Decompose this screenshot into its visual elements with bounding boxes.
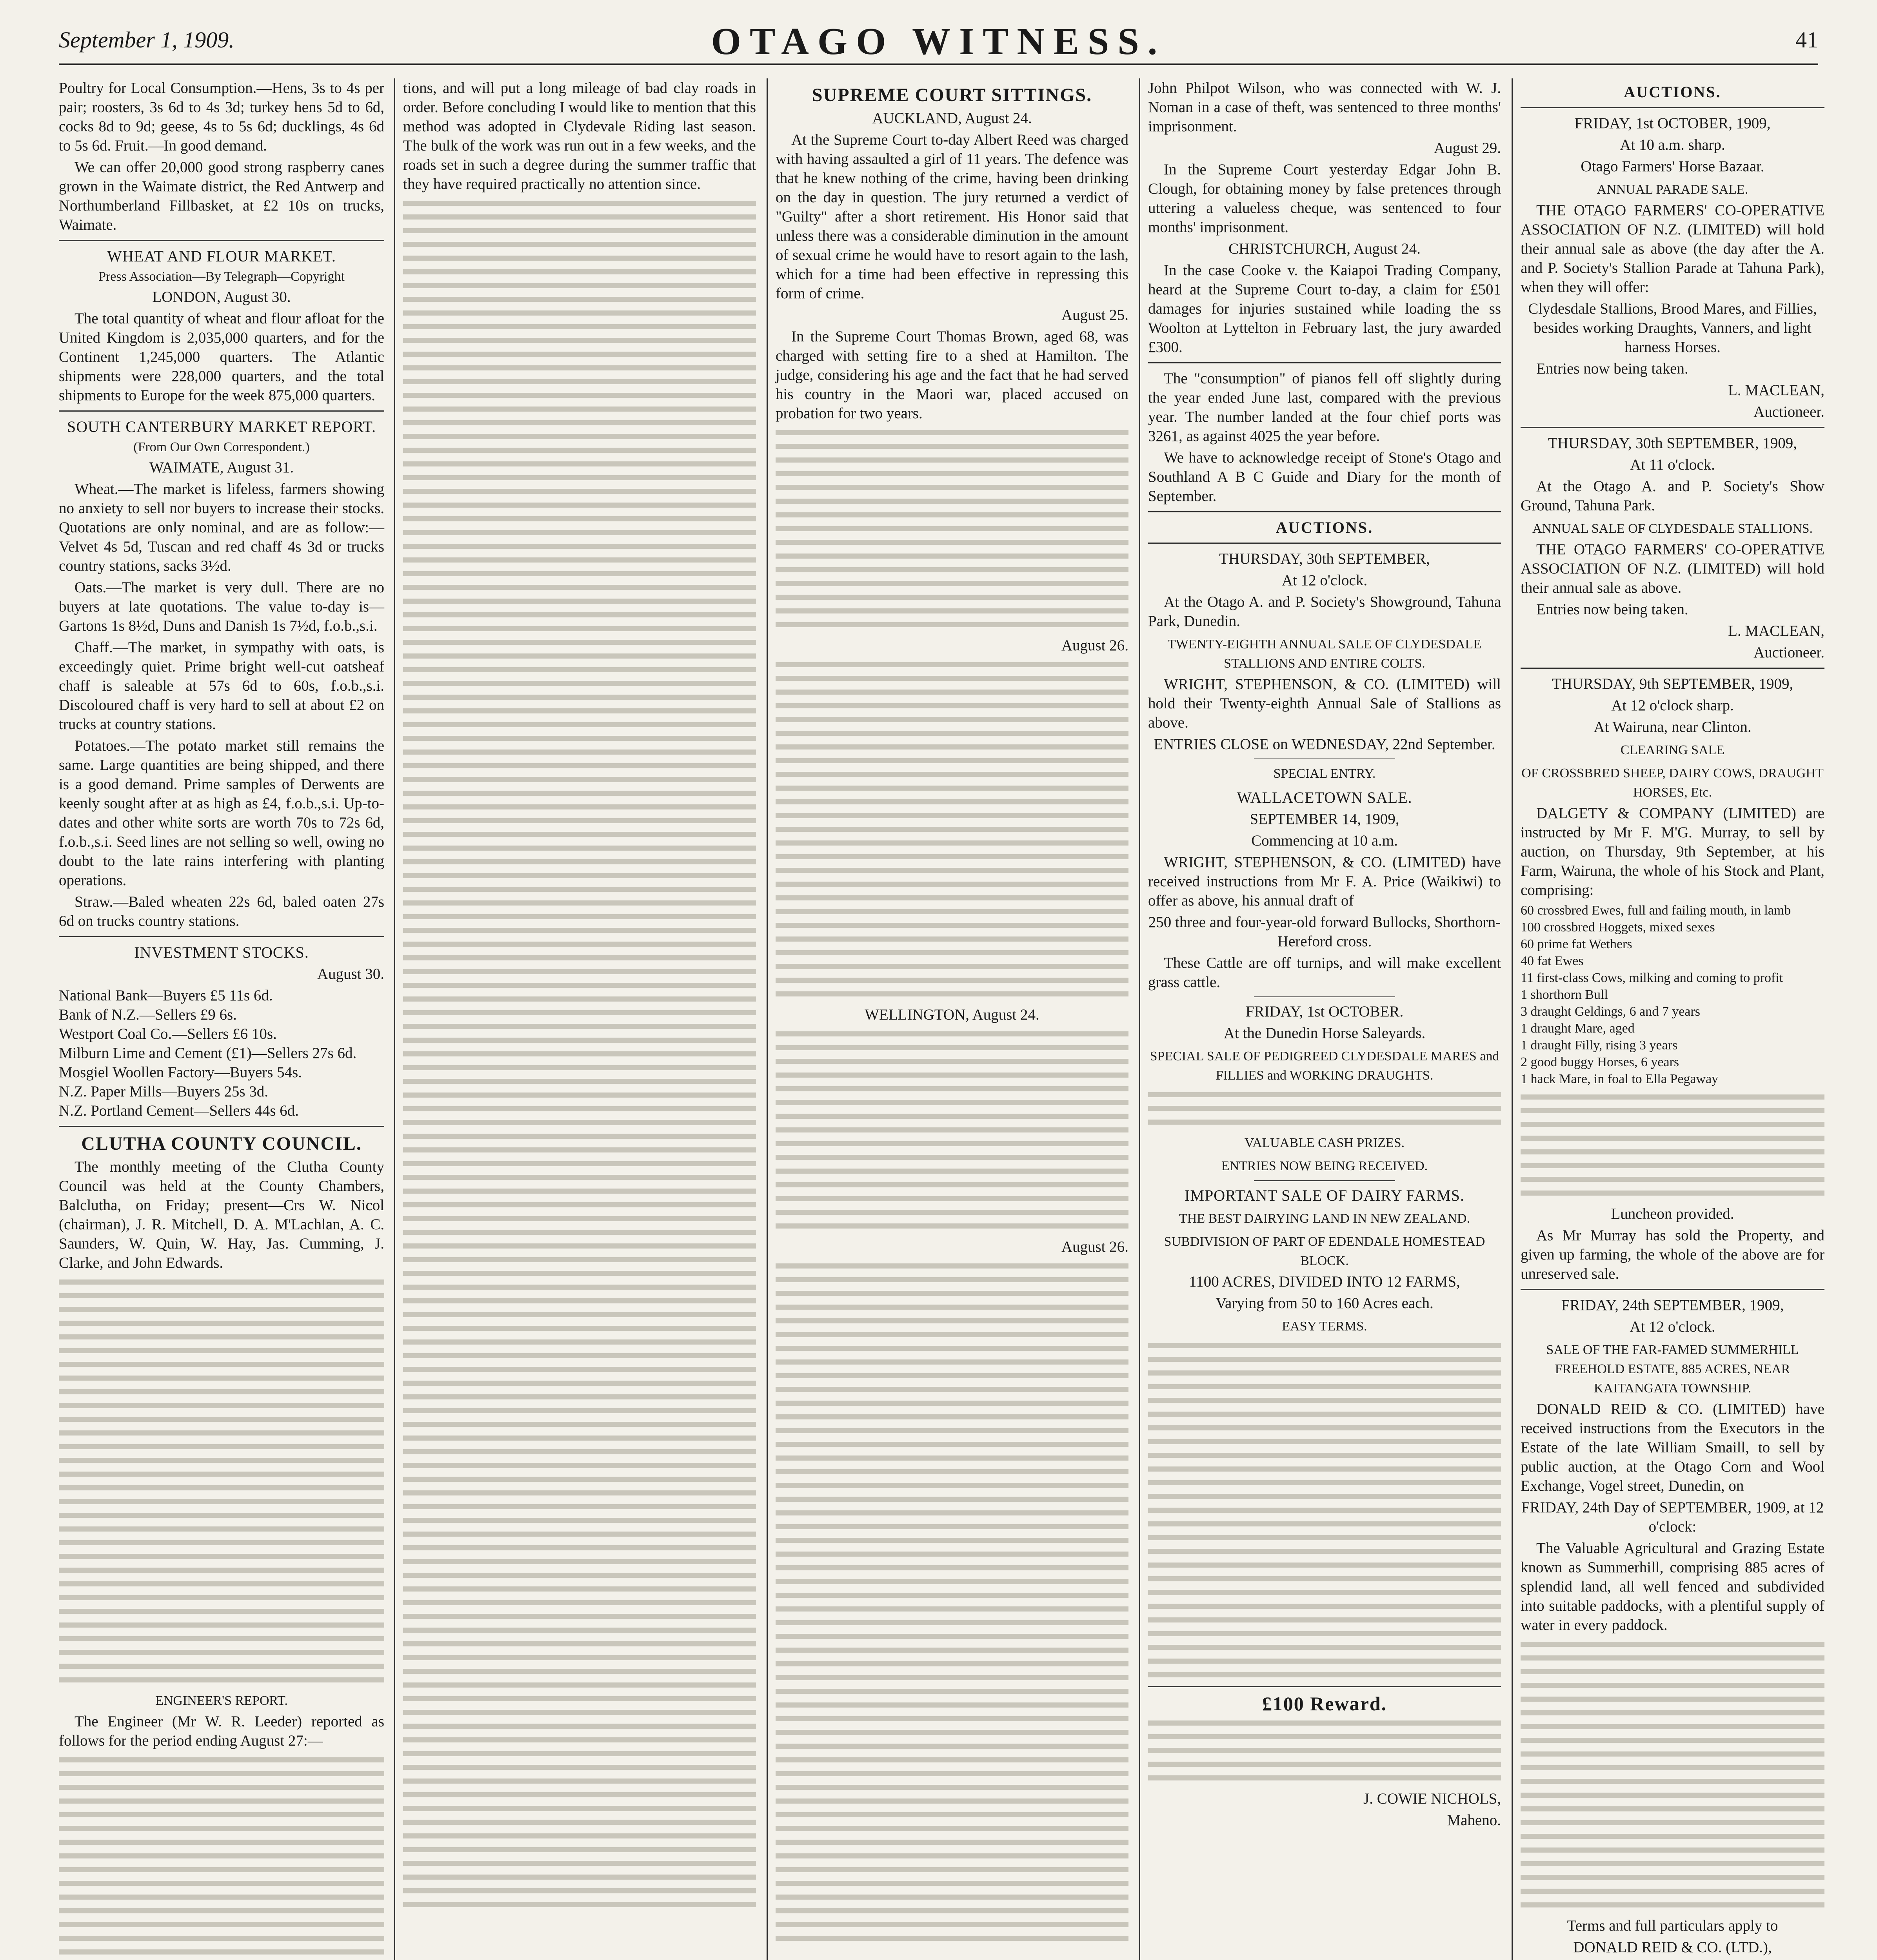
- sale-place: Otago Farmers' Horse Bazaar.: [1581, 158, 1764, 175]
- auctions-label: AUCTIONS.: [1624, 83, 1721, 101]
- article-text-block: [776, 662, 1128, 996]
- sale-title: TWENTY-EIGHTH ANNUAL SALE OF CLYDESDALE STALLIONS AND ENTIRE COLTS.: [1168, 637, 1481, 671]
- divider: [1521, 107, 1824, 108]
- sale-offer: Clydesdale Stallions, Brood Mares, and Fillies, besides working Draughts, Vanners, and light harness Horses.: [1528, 300, 1817, 356]
- sale-subtitle: OF CROSSBRED SHEEP, DAIRY COWS, DRAUGHT HORSES, Etc.: [1521, 766, 1824, 800]
- wheat-dateline: LONDON, August 30.: [152, 289, 291, 305]
- sale-date: THURSDAY, 9th SEPTEMBER, 1909,: [1552, 675, 1793, 692]
- divider: [1521, 1289, 1824, 1290]
- entries-received: ENTRIES NOW BEING RECEIVED.: [1221, 1159, 1428, 1173]
- court-dateline: August 26.: [1061, 1238, 1128, 1255]
- chaff-para: Chaff.—The market, in sympathy with oats, is exceedingly quiet. Prime bright well-cut oatsheaf chaff is saleable at 57s 6d to 60s, f.o.b.,s.i. Discoloured chaff is very hard to sell at about £2 on trucks at country stations.: [59, 639, 384, 733]
- dairy-farms-title: IMPORTANT SALE OF DAIRY FARMS.: [1185, 1187, 1465, 1204]
- poultry-report: Poultry for Local Consumption.—Hens, 3s to 4s per pair; roosters, 3s 6d to 4s 3d; turkey hens 5d to 6d, cocks 8d to 9d; geese, 4s to 5s 6d; ducklings, 4s 6d to 5s 6d. Fruit.—In good demand.: [59, 80, 384, 154]
- column-1: [59, 78, 392, 1960]
- article-text-block: [1148, 1720, 1501, 1780]
- wheat-heading: WHEAT AND FLOUR MARKET.: [107, 247, 336, 265]
- wellington-dateline: WELLINGTON, August 24.: [865, 1006, 1039, 1023]
- article-text-block: [1148, 1092, 1501, 1125]
- sale-date: THURSDAY, 30th SEPTEMBER,: [1219, 550, 1430, 567]
- sale-title: SALE OF THE FAR-FAMED SUMMERHILL FREEHOLD ESTATE, 885 ACRES, NEAR KAITANGATA TOWNSHIP.: [1546, 1343, 1799, 1396]
- sale-date: FRIDAY, 24th SEPTEMBER, 1909,: [1561, 1297, 1784, 1314]
- raspberry-notice: We can offer 20,000 good strong raspberry canes grown in the Waimate district, the Red Antwerp and Northumberland Fillbasket, at £2 10s on trucks, Waimate.: [59, 159, 384, 233]
- article-text-block: [59, 1279, 384, 1682]
- sale-text: THE OTAGO FARMERS' CO-OPERATIVE ASSOCIATION OF N.Z. (LIMITED) will hold their annual sale as above (the day after the A. and P. Society's Stallion Parade at Tahuna Park), when they will offer:: [1521, 202, 1824, 296]
- divider: [59, 240, 384, 241]
- best-land: THE BEST DAIRYING LAND IN NEW ZEALAND.: [1179, 1211, 1470, 1226]
- reward-title: £100 Reward.: [1262, 1693, 1387, 1715]
- sale-title: CLEARING SALE: [1620, 743, 1725, 757]
- wheat-market-para: Wheat.—The market is lifeless, farmers showing no anxiety to sell nor buyers to increase their stocks. Quotations are only nominal, and are as follow:—Velvet 4s 5d, Tuscan and red chaff 4s 3d or trucks country stations, sacks 3½d.: [59, 481, 384, 574]
- sale-place: At the Otago A. and P. Society's Showground, Tahuna Park, Dunedin.: [1148, 593, 1501, 630]
- potatoes-para: Potatoes.—The potato market still remains the same. Large quantities are being shipped, and there is a good demand. Prime samples of Derwents are keenly sought after at as high as £4, f.o.b.,s.i. Up-to-dates and other white sorts are worth 70s to 72s 6d, f.o.b.,s.i. Seed lines are not selling so well, owing no doubt to the late rains interfering with planting operations.: [59, 737, 384, 889]
- reward-signature: J. COWIE NICHOLS,: [1363, 1790, 1501, 1807]
- article-text-block: [59, 1757, 384, 1960]
- south-canterbury-heading: SOUTH CANTERBURY MARKET REPORT.: [67, 418, 376, 436]
- sale-place: At the Otago A. and P. Society's Show Ground, Tahuna Park.: [1521, 478, 1824, 514]
- divider: [1521, 427, 1824, 428]
- entries-line: Entries now being taken.: [1536, 601, 1688, 618]
- court-report-2: In the Supreme Court Thomas Brown, aged 68, was charged with setting fire to a shed at Hamilton. The judge, considering his age and the fact that he had served his country in the Maori war, placed accused on probation for two years.: [776, 328, 1128, 422]
- issue-date: September 1, 1909.: [59, 27, 234, 53]
- sale-date: FRIDAY, 1st OCTOBER, 1909,: [1574, 115, 1771, 132]
- varying-line: Varying from 50 to 160 Acres each.: [1216, 1295, 1434, 1312]
- sale-time: At 10 a.m. sharp.: [1620, 136, 1725, 153]
- wallacetown-note: These Cattle are off turnips, and will make excellent grass cattle.: [1148, 955, 1501, 991]
- entries-line: Entries now being taken.: [1536, 360, 1688, 377]
- investment-heading: INVESTMENT STOCKS.: [134, 944, 309, 961]
- terms-line: Terms and full particulars apply to: [1567, 1917, 1778, 1934]
- christchurch-dateline: CHRISTCHURCH, August 24.: [1228, 240, 1421, 257]
- newspaper-title: OTAGO WITNESS.: [711, 20, 1166, 63]
- sale-title: ANNUAL SALE OF CLYDESDALE STALLIONS.: [1532, 521, 1813, 536]
- auckland-dateline: AUCKLAND, August 24.: [872, 110, 1032, 127]
- sale-text: WRIGHT, STEPHENSON, & CO. (LIMITED) will hold their Twenty-eighth Annual Sale of Stallions as above.: [1148, 676, 1501, 731]
- subdivision-title: SUBDIVISION OF PART OF EDENDALE HOMESTEAD BLOCK.: [1164, 1234, 1485, 1268]
- stone-guide-note: We have to acknowledge receipt of Stone's Otago and Southland A B C Guide and Diary for the month of September.: [1148, 449, 1501, 505]
- wheat-text: The total quantity of wheat and flour afloat for the United Kingdom is 2,035,000 quarters, and for the Continent 1,245,000 quarters. The Atlantic shipments were 228,000 quarters, and the total shipments to Europe for the week 875,000 quarters.: [59, 310, 384, 404]
- divider: [1148, 362, 1501, 363]
- masthead: [59, 16, 1818, 65]
- sale-text: DALGETY & COMPANY (LIMITED) are instructed by Mr F. M'G. Murray, to sell by auction, on Thursday, 9th September, at his Farm, Wairuna, the whole of his Stock and Plant, comprising:: [1521, 805, 1824, 898]
- divider: [1148, 1686, 1501, 1687]
- court-report-1: At the Supreme Court to-day Albert Reed was charged with having assaulted a girl of 11 years. The defence was that he knew nothing of the crime, having been drinking on the day in question. The jury returned a verdict of "Guilty" after a short retirement. His Honor said that unless there was a considerable diminution in the amount of sexual crime he would have to resort again to the lash, which for a time had been effective in repressing this form of crime.: [776, 131, 1128, 302]
- sale-date: THURSDAY, 30th SEPTEMBER, 1909,: [1548, 435, 1797, 452]
- article-text-block: [1521, 1642, 1824, 1907]
- divider: [1521, 668, 1824, 669]
- engineer-heading: ENGINEER'S REPORT.: [155, 1693, 288, 1708]
- luncheon-line: Luncheon provided.: [1611, 1205, 1734, 1222]
- cash-prizes: VALUABLE CASH PRIZES.: [1244, 1136, 1405, 1150]
- column-2: [394, 78, 764, 1960]
- sale-time: At 12 o'clock sharp.: [1611, 697, 1734, 714]
- wheat-byline: Press Association—By Telegraph—Copyright: [98, 269, 345, 284]
- court-dateline: August 26.: [1061, 637, 1128, 654]
- acres-line: 1100 ACRES, DIVIDED INTO 12 FARMS,: [1189, 1273, 1460, 1290]
- council-report-text: tions, and will put a long mileage of bad clay roads in order. Before concluding I would like to mention that this method was adopted in Clydevale Riding last season. The bulk of the work was run out in a few weeks, and the roads set in such a degree during the summer traffic that they have required practically no attention since.: [403, 80, 756, 192]
- article-text-block: [776, 1263, 1128, 1941]
- court-report-3: John Philpot Wilson, who was connected with W. J. Noman in a case of theft, was sentenced to three months' imprisonment.: [1148, 80, 1501, 135]
- article-text-block: [1148, 1343, 1501, 1677]
- straw-para: Straw.—Baled wheaten 22s 6d, baled oaten 27s 6d on trucks country stations.: [59, 893, 384, 929]
- sale-note: As Mr Murray has sold the Property, and given up farming, the whole of the above are for unreserved sale.: [1521, 1227, 1824, 1282]
- stock-list: 60 crossbred Ewes, full and failing mouth, in lamb 100 crossbred Hoggets, mixed sexes 60 prime fat Wethers 40 fat Ewes 11 first-class Cows, milking and coming to profit 1 shorthorn Bull 3 draught Geldings, 6 and 7 years 1 draught Mare, aged 1 draught Filly, rising 3 years 2 good buggy Horses, 6 years 1 hack Mare, in foal to Ella Pegaway: [1521, 903, 1791, 1086]
- auctioneer-role: Auctioneer.: [1753, 403, 1824, 420]
- oct-sale-title: SPECIAL SALE OF PEDIGREED CLYDESDALE MARES and FILLIES and WORKING DRAUGHTS.: [1150, 1049, 1499, 1083]
- court-report-5: In the case Cooke v. the Kaiapoi Trading Company, heard at the Supreme Court to-day, a claim for £501 damages for injuries sustained while loading the ss Woolton at Lyttelton in February last, the jury awarded £300.: [1148, 262, 1501, 356]
- column-3: [767, 78, 1136, 1960]
- auctioneer-name: L. MACLEAN,: [1728, 622, 1824, 639]
- column-4: [1139, 78, 1509, 1960]
- divider: [1254, 996, 1395, 997]
- auctions-label: AUCTIONS.: [1276, 519, 1374, 536]
- oats-para: Oats.—The market is very dull. There are no buyers at late quotations. The value to-day is—Gartons 1s 8½d, Duns and Danish 1s 7½d, f.o.b.,s.i.: [59, 579, 384, 634]
- divider: [1148, 543, 1501, 544]
- article-text-block: [776, 1031, 1128, 1229]
- sale-place: At Wairuna, near Clinton.: [1594, 719, 1752, 735]
- court-dateline: August 29.: [1434, 140, 1501, 156]
- article-text-block: [776, 430, 1128, 627]
- sale-day: FRIDAY, 24th Day of SEPTEMBER, 1909, at 12 o'clock:: [1521, 1499, 1824, 1535]
- easy-terms: EASY TERMS.: [1282, 1319, 1367, 1334]
- sale-time: At 12 o'clock.: [1281, 572, 1368, 589]
- waimate-dateline: WAIMATE, August 31.: [149, 459, 294, 476]
- divider: [1254, 1180, 1395, 1181]
- newspaper-page: [59, 78, 1823, 1960]
- auctioneer-name: L. MACLEAN,: [1728, 382, 1824, 399]
- sale-title: ANNUAL PARADE SALE.: [1597, 182, 1748, 197]
- wallacetown-time: Commencing at 10 a.m.: [1251, 832, 1398, 849]
- court-dateline: August 25.: [1061, 307, 1128, 323]
- divider: [59, 936, 384, 937]
- sale-time: At 12 o'clock.: [1630, 1318, 1715, 1335]
- entries-close: ENTRIES CLOSE on WEDNESDAY, 22nd September.: [1154, 736, 1495, 753]
- court-report-4: In the Supreme Court yesterday Edgar John B. Clough, for obtaining money by false pretences through uttering a valueless cheque, was sentenced to four months' imprisonment.: [1148, 161, 1501, 236]
- oct-sale-date: FRIDAY, 1st OCTOBER.: [1245, 1003, 1404, 1020]
- article-text-block: [403, 201, 756, 1907]
- page-number: 41: [1795, 27, 1818, 53]
- divider: [59, 410, 384, 412]
- estate-description: The Valuable Agricultural and Grazing Estate known as Summerhill, comprising 885 acres of splendid land, all well fenced and subdivided into suitable paddocks, with a plentiful supply of water in every paddock.: [1521, 1540, 1824, 1633]
- sale-time: At 11 o'clock.: [1630, 456, 1715, 473]
- wallacetown-text: WRIGHT, STEPHENSON, & CO. (LIMITED) have received instructions from Mr F. A. Price (Waikiwi) to offer as above, his annual draft of: [1148, 854, 1501, 909]
- auctioneer-name: DONALD REID & CO. (LTD.),: [1573, 1939, 1772, 1956]
- supreme-court-heading: SUPREME COURT SITTINGS.: [812, 85, 1092, 105]
- investment-list: National Bank—Buyers £5 11s 6d. Bank of N.Z.—Sellers £9 6s. Westport Coal Co.—Sellers £6 10s. Milburn Lime and Cement (£1)—Sellers 27s 6d. Mosgiel Woollen Factory—Buyers 54s. N.Z. Paper Mills—Buyers 25s 3d. N.Z. Portland Cement—Sellers 44s 6d.: [59, 987, 357, 1119]
- wallacetown-title: WALLACETOWN SALE.: [1237, 789, 1412, 806]
- clutha-text: The monthly meeting of the Clutha County Council was held at the County Chambers, Balclutha, on Friday; present—Crs W. Nicol (chairman), J. R. Mitchell, D. A. M'Lachlan, A. C. Saunders, W. Quin, W. Hay, Jas. Cumming, J. Clarke, and John Edwards.: [59, 1158, 384, 1271]
- wallacetown-date: SEPTEMBER 14, 1909,: [1250, 811, 1399, 828]
- sale-text: DONALD REID & CO. (LIMITED) have received instructions from the Executors in the Estate of the late William Smaill, to sell by public auction, at the Otago Corn and Wool Exchange, Vogel street, Dunedin, on: [1521, 1401, 1824, 1494]
- clutha-heading: CLUTHA COUNTY COUNCIL.: [81, 1133, 362, 1154]
- pianos-note: The "consumption" of pianos fell off slightly during the year ended June last, compared with the previous year. The number landed at the four chief ports was 3261, as against 4025 the year before.: [1148, 370, 1501, 445]
- oct-sale-place: At the Dunedin Horse Saleyards.: [1223, 1025, 1426, 1042]
- reward-place: Maheno.: [1447, 1812, 1501, 1829]
- sale-text: THE OTAGO FARMERS' CO-OPERATIVE ASSOCIATION OF N.Z. (LIMITED) will hold their annual sale as above.: [1521, 541, 1824, 596]
- wallacetown-stock: 250 three and four-year-old forward Bullocks, Shorthorn-Hereford cross.: [1148, 914, 1501, 950]
- engineer-text: The Engineer (Mr W. R. Leeder) reported as follows for the period ending August 27:—: [59, 1713, 384, 1749]
- divider: [1148, 511, 1501, 512]
- auctioneer-role: Auctioneer.: [1753, 644, 1824, 661]
- correspondent-line: (From Our Own Correspondent.): [133, 440, 310, 454]
- article-text-block: [1521, 1094, 1824, 1196]
- investment-dateline: August 30.: [317, 965, 384, 982]
- divider: [59, 1126, 384, 1127]
- special-entry: SPECIAL ENTRY.: [1273, 766, 1376, 781]
- column-5: [1512, 78, 1824, 1960]
